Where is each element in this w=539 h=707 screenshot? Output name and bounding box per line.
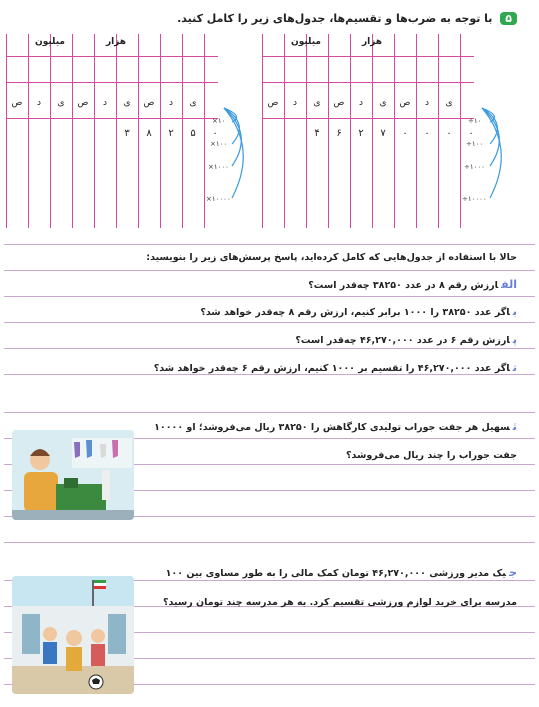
exercise-header	[177, 12, 517, 25]
question-text: یک مدیر ورزشی ۴۶,۲۷۰,۰۰۰ تومان کمک مالی را به طور مساوی بین ۱۰۰	[165, 568, 507, 579]
place-value-table-left	[6, 34, 218, 228]
question-text: اگر عدد ۴۶,۲۷۰,۰۰۰ را تقسیم بر ۱۰۰۰ کنیم، ارزش رقم ۶ چه‌قدر خواهد شد؟	[153, 363, 510, 374]
digit-cell: ۰	[468, 128, 474, 139]
place-label: ص	[333, 98, 345, 108]
place-label: د	[292, 98, 297, 108]
divide-op: ÷۱۰۰	[466, 140, 484, 148]
digit-cell: ۶	[336, 128, 342, 139]
arrows-right-icon	[480, 104, 516, 204]
multiply-op: ×۱۰۰۰۰	[206, 195, 231, 203]
multiply-op: ×۱۰	[212, 117, 226, 125]
digit-cell: ۲	[358, 128, 364, 139]
digit-cell: ۸	[146, 128, 152, 139]
place-label: ص	[399, 98, 411, 108]
arrows-left-icon	[222, 104, 258, 204]
question-alef	[308, 278, 517, 291]
exercise-number: ۵	[500, 12, 517, 25]
question-label: ب	[512, 305, 517, 318]
digit-cell: ۵	[190, 128, 196, 139]
place-label: ص	[267, 98, 279, 108]
question-jim	[166, 566, 517, 579]
question-label: ت	[512, 361, 517, 374]
question-label: ج	[509, 566, 517, 579]
divide-op: ÷۱۰۰۰	[464, 163, 485, 171]
multiply-op: ×۱۰۰	[210, 140, 228, 148]
digit-cell: ۷	[380, 128, 386, 139]
question-text: اگر عدد ۳۸۲۵۰ را ۱۰۰۰ برابر کنیم، ارزش رقم ۸ چه‌قدر خواهد شد؟	[200, 307, 510, 318]
question-te	[154, 361, 517, 374]
place-value-table-right	[262, 34, 474, 228]
kids-soccer-illustration	[12, 576, 134, 694]
group-thousand: هزار	[105, 37, 127, 47]
question-se	[154, 420, 517, 433]
digit-cell: ۰	[402, 128, 408, 139]
exercise-title: با توجه به ضرب‌ها و تقسیم‌ها، جدول‌های زیر را کامل کنید.	[177, 12, 493, 25]
question-text: ارزش رقم ۸ در عدد ۳۸۲۵۰ چه‌قدر است؟	[308, 280, 499, 291]
question-text: ارزش رقم ۶ در عدد ۴۶,۲۷۰,۰۰۰ چه‌قدر است؟	[295, 335, 510, 346]
place-label: د	[424, 98, 429, 108]
question-label: الف	[501, 278, 517, 291]
multiply-op: ×۱۰۰۰	[208, 163, 229, 171]
digit-cell: ۰	[424, 128, 430, 139]
question-be	[200, 305, 517, 318]
question-pe	[295, 333, 517, 346]
question-label: ث	[512, 420, 517, 433]
divide-op: ÷۱۰	[468, 117, 482, 125]
place-label: ی	[123, 98, 131, 108]
instructions: حالا با استفاده از جدول‌هایی که کامل کرده‌اید، پاسخ پرسش‌های زیر را بنویسید:	[146, 252, 517, 263]
place-label: د	[168, 98, 173, 108]
sock-workshop-illustration	[12, 430, 134, 520]
place-label: د	[102, 98, 107, 108]
divide-op: ÷۱۰۰۰۰	[462, 195, 487, 203]
group-thousand: هزار	[361, 37, 383, 47]
place-label: ص	[77, 98, 89, 108]
digit-cell: ۳	[124, 128, 130, 139]
place-label: ی	[57, 98, 65, 108]
question-jim-line2: مدرسه برای خرید لوازم ورزشی تقسیم کرد. به هر مدرسه چند تومان رسید؟	[163, 597, 517, 608]
place-label: ی	[379, 98, 387, 108]
digit-cell: ۲	[168, 128, 174, 139]
place-label: ی	[445, 98, 453, 108]
place-label: ی	[189, 98, 197, 108]
digit-cell: ۴	[314, 128, 320, 139]
place-label: ص	[143, 98, 155, 108]
question-text: سهیل هر جفت جوراب تولیدی کارگاهش را ۳۸۲۵۰ ریال می‌فروشد؛ او ۱۰۰۰۰	[154, 422, 510, 433]
place-label: د	[358, 98, 363, 108]
question-label: پ	[512, 333, 517, 346]
place-label: د	[36, 98, 41, 108]
place-label: ی	[313, 98, 321, 108]
group-million: میلیون	[291, 37, 321, 47]
digit-cell: ۰	[212, 128, 218, 139]
digit-cell: ۰	[446, 128, 452, 139]
question-se-line2: جفت جوراب را چند ریال می‌فروشد؟	[345, 450, 517, 461]
group-million: میلیون	[35, 37, 65, 47]
place-label: ص	[11, 98, 23, 108]
